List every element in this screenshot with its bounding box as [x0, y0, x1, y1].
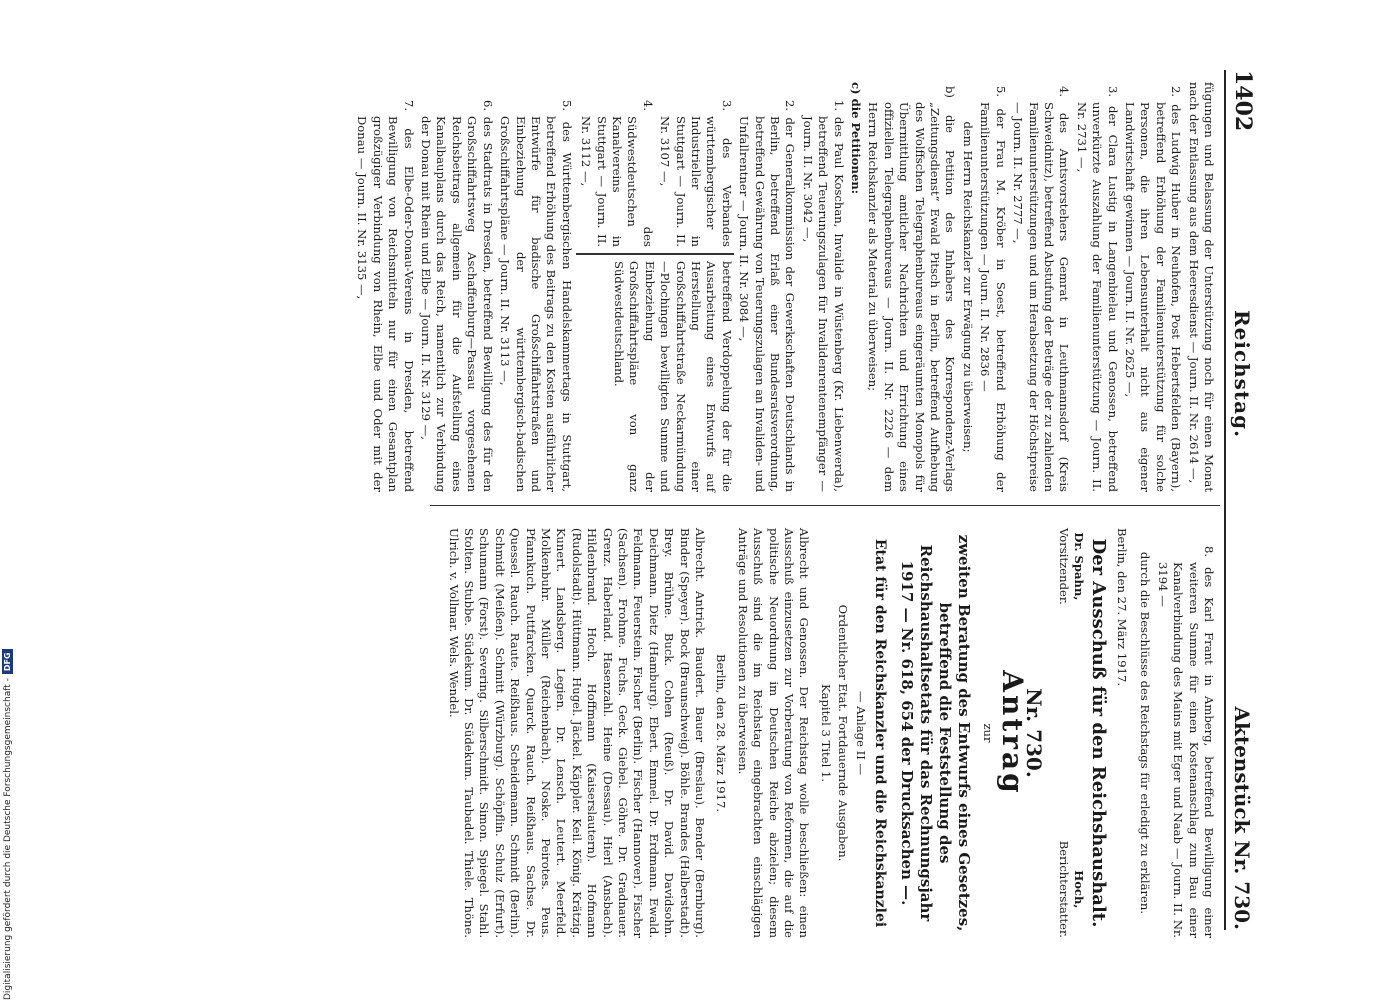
zur-label: zur: [980, 723, 995, 743]
dfg-logo: DFG: [2, 649, 13, 674]
paragraph: betreffend Verdoppelung der für die Ausarbeitung eines Entwurfs auf Herstellung einer Großschiffahrtstraße Neckarmündung—Plochingen bewilligten Summe und Einbeziehung der Großschiffahrtspläne von ganz Südwestdeutschland.: [611, 261, 734, 492]
rotated-page: [50, 0, 1320, 1000]
signer-list: Albrecht. Antrick. Baudert. Bauer (Breslau). Bender (Bernburg). Binder (Speyer). Bock (Braunschweig). Böhle. Brandes (Halberstadt). Brey. Brühne. Buck. Cohen (Reuß). Dr. David. Davidsohn. Deichmann. Dietz (Hamburg). Ebert. Emmel. Dr. Erdmann. Ewald. Feldmann. Feuerstein. Fischer (Berlin). Fischer (Hannover). Fischer (Sachsen). Frohme. Fuchs. Geck. Giebel. Göhre. Dr. Gradnauer. Grenz. Haberland. Hasenzahl. Heine (Dessau). Hierl (Ansbach). Hildenbrand. Hoch. Hoffmann (Kaiserslautern). Hofmann (Rudolstadt). Hüttmann. Hugel. Jäckel. Käppler. Keil. König. Krätzig. Kunert. Landsberg. Legien. Dr. Lensch. Leutert. Meerfeld. Molkenbuhr. Müller (Reichenbach). Noske. Peirotes. Peus. Pfannkuch. Puttfarcken. Quarck. Rauch. Reißhaus. Sachse. Dr. Quessel. Rauch. Raute. Reißhaus. Scheidemann. Schmidt (Berlin). Schmidt (Meißen). Schmitt (Würzburg). Schöpflin. Schulz (Erfurt). Schumann (Forst). Severing. Silberschmidt. Simon. Spiegel. Stahl. Stolten. Stubbe. Südekum. Dr. Südekum. Taubadel. Thiele. Thöne. Ulrich. v. Vollmar. Wels. Wendel.: [446, 528, 708, 938]
reporter-role: Berichterstatter.: [1056, 840, 1071, 938]
paragraph: 4. des Amtsvorstehers Gemrat in Leuthmannsdorf (Kreis Schweidnitz), betreffend Abstufung der Beträge der zu zahlenden Familienunterstützungen und um Herabsetzung der Höchstpreise — Journ. II. Nr. 2777 —,: [1011, 86, 1072, 492]
header-title: Reichstag.: [1230, 310, 1254, 439]
left-column: [352, 82, 1216, 492]
kapitel-label: Kapitel 3 Titel 1.: [818, 683, 833, 783]
paragraph: 5. des Württembergischen Handelskammertags in Stuttgart, betreffend Erhöhung des Beitrags zu den Kosten ausführlicher Entwürfe für badische Großschiffahrtstraßen und Einbeziehung der württembergisch-badischen Großschiffahrtspläne — Journ. II. Nr. 3113 —,: [498, 100, 574, 492]
committee-name: Der Ausschuß für den Reichshaushalt.: [1087, 538, 1109, 928]
paragraph: durch die Beschlüsse des Reichstags für erledigt zu erklären.: [1138, 551, 1153, 915]
motion-text: Albrecht und Genossen. Der Reichstag wolle beschließen: einen Ausschuß einzusetzen zur Vorberatung von Reformen, die auf die politische Neuordnung im Deutschen Reiche abzielen; diesem Ausschuß sind die im Reichstag eingebrachten einschlägigen Anträge und Resolutionen zu überweisen.: [735, 528, 812, 938]
page-number: 1402: [1230, 70, 1256, 132]
page-header: [1224, 70, 1260, 930]
paragraph: 3. der Clara Lustig in Langenbielau und Genossen, betreffend unverkürzte Auszahlung der Familienunterstützung — Journ. II. Nr. 2731 —,: [1074, 86, 1120, 492]
document-number: Aktenstück Nr. 730.: [1230, 706, 1254, 930]
bracket-right: [576, 253, 734, 492]
signature-chair: [1055, 528, 1086, 605]
anlage-label: — Anlage II —: [853, 690, 868, 776]
signature-reporter: [1055, 841, 1086, 938]
chair-role: Vorsitzender.: [1056, 528, 1071, 605]
digitization-credit: [2, 0, 13, 1000]
signatures: [1055, 528, 1086, 938]
paragraph: 1. des Paul Koschan, Invalide in Wüstenberg (Kr. Liebenwerda), betreffend Teuerungszulagen für Invalidenrentenempfänger — Journ. II. Nr. 3042 —,: [800, 100, 846, 492]
document-heading-antrag: Antrag: [995, 670, 1029, 796]
paragraph: 5. der Frau M. Kröber in Soest, betreffend Erhöhung der Familienunterstützungen — Journ. II. Nr. 2836 —: [978, 86, 1008, 492]
document-heading-number: Nr. 730.: [1022, 688, 1047, 778]
paragraph: 6. des Stadtrats in Dresden, betreffend Bewilligung des für den Großschiffahrtsweg Aschaffenburg—Passau vorgesehenen Reichsbeitrags allgemein für die Aufstellung eines Kanalbauplans durch das Reich, namentlich zur Verbindung der Donau mit Rhein und Elbe — Journ. II. Nr. 3129 —,: [419, 100, 495, 492]
ausgaben-label: Ordentlicher Etat. Fortdauernde Ausgaben.: [836, 604, 851, 862]
column-divider: [430, 505, 1220, 506]
paragraph: 2. des Ludwig Huber in Neuhofen, Post Hebertsfelden (Bayern), betreffend Erhöhung der Familienunterstützung für solche Personen, die ihren Lebensunterhalt nicht aus eigener Landwirtschaft gewinnen — Journ. II. Nr. 2625 —,: [1122, 86, 1184, 492]
paragraph: fügungen und Belassung der Unterstützung noch für einen Monat nach der Entlassung aus dem Heeresdienst — Journ. II. Nr. 2614 —,: [1186, 82, 1216, 492]
section-heading: c) die Petitionen:: [849, 82, 864, 195]
etat-heading: Etat für den Reichskanzler und die Reichskanzlei: [872, 538, 889, 928]
date-line-2: Berlin, den 28. März 1917.: [714, 653, 729, 813]
paragraph: dem Herrn Reichskanzler zur Erwägung zu überweisen;: [960, 121, 975, 453]
right-column: [443, 528, 1216, 938]
reporter-name: Hoch,: [1072, 870, 1087, 909]
date-line: Berlin, den 27. März 1917.: [1114, 528, 1129, 687]
paragraph: 3. des Verbandes württembergischer Industrieller in Stuttgart — Journ. II. Nr. 3107 —,: [658, 100, 734, 247]
paragraph: 8. des Karl Frant in Amberg, betreffend Bewilligung einer weiteren Summe für einen Kostenanschlag zum Bau einer Kanalverbindung des Mains mit Eger und Naab — Journ. II. Nr. 3194 —: [1155, 546, 1216, 938]
bracketed-petitions: [576, 82, 734, 492]
paragraph: b) die Petition des Inhabers des Korrespondenz-Verlags „Zeitungsdienst“ Ewald Pitsch in Berlin, betreffend Aufhebung des Wolffschen Telegraphenbureaus eingeräumten Monopols für Übermittlung amtlicher Nachrichten und Errichtung eines offiziellen Telegraphenbureaus — Journ. II. Nr. 2226 — dem Herrn Reichskanzler als Material zu überweisen;: [866, 86, 958, 492]
credit-text: Digitalisierung gefördert durch die Deutsche Forschungsgemeinschaft -: [3, 678, 13, 1000]
bracket-left: [576, 82, 734, 247]
chair-name: Dr. Spahn,: [1072, 532, 1087, 601]
paragraph: 7. des Elbe-Oder-Donau-Vereins in Dresden, betreffend Bewilligung von Reichsmitteln nur für einen Gesamtplan großzügiger Verbindung von Rhein, Elbe und Oder mit der Donau — Journ. II. Nr. 3135 —,: [355, 100, 416, 492]
beratung-heading: zweiten Beratung des Entwurfs eines Gesetzes, betreffend die Feststellung des Reichshaushaltsetats für das Rechnungsjahr 1917 — Nr. 618, 654 der Drucksachen —.: [898, 534, 974, 932]
paragraph: 2. der Generalkommission der Gewerkschaften Deutschlands in Berlin, betreffend Erlaß einer Bundesratsverordnung, betreffend Gewährung von Teuerungszulagen an Invaliden- und Unfallrentner — Journ. II. Nr. 3084 —,: [737, 100, 798, 492]
paragraph: 4. des Südwestdeutschen Kanalvereins in Stuttgart — Journ. II. Nr. 3112 —,: [579, 100, 655, 247]
